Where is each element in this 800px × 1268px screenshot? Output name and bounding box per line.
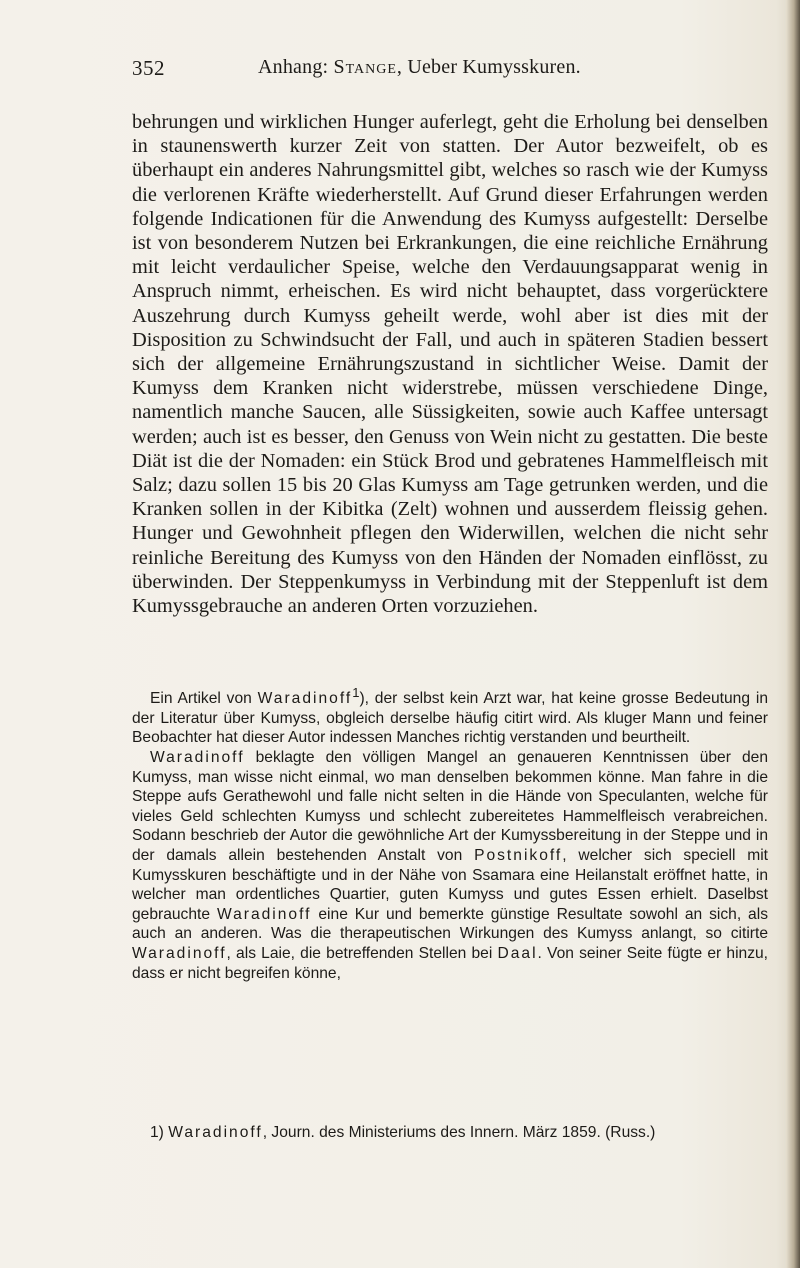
small-paragraph-1-before: Ein Artikel von	[150, 690, 258, 708]
small-paragraph-2-text-1: beklagte den völligen Mangel an genaueren Kenntnissen über den Kumyss, man wisse nicht einmal, wo man denselben bekommen könne. Man fahre in die Steppe aufs Gerathewohl und falle nicht selten in die Hände von Speculanten, welche für vieles Geld schlechten Kumyss und schlecht zubereitetes Hammelfleisch verabreichen. Sodann beschrieb der Autor die gewöhnliche Art der Kumyssbereitung in der Steppe und in der damals allein bestehenden Anstalt von	[132, 748, 768, 864]
author-name-daal: Daal	[497, 944, 538, 962]
running-title-prefix: Anhang:	[258, 56, 334, 78]
running-title	[258, 56, 581, 79]
footnote-marker: 1)	[150, 1124, 164, 1141]
running-title-suffix: , Ueber Kumysskuren.	[396, 56, 581, 78]
small-paragraph-2-text-3: eine Kur und bemerkte günstige Resultate sowohl an sich, als auch an anderen. Was die therapeutischen Wirkungen des Kumyss anlangt, so citirte	[132, 905, 768, 943]
small-paragraph-2-text-2: , welcher sich speciell mit Kumysskuren beschäftigte und in der Nähe von Ssamara eine Heilanstalt eröffnet hatte, in welcher man ordentliches Quartier, guten Kumyss und gutes Essen erhielt. Daselbst gebrauchte	[132, 846, 768, 923]
footnote-text: , Journ. des Ministeriums des Innern. März 1859. (Russ.)	[262, 1124, 656, 1141]
small-paragraph-2-text-4: , als Laie, die betreffenden Stellen bei	[226, 944, 498, 962]
page-gutter-shadow	[786, 0, 800, 1268]
author-name-waradinoff: Waradinoff	[132, 944, 227, 962]
footnote-author-name: Waradinoff	[168, 1124, 263, 1141]
footnote-reference: 1	[352, 685, 360, 700]
page-number: 352	[132, 56, 165, 80]
author-name-waradinoff: Waradinoff	[257, 690, 353, 708]
small-paragraph-1-after: ), der selbst kein Arzt war, hat keine grosse Bedeutung in der Literatur über Kumyss, obgleich derselbe häufig citirt wird. Als kluger Mann und feiner Beobachter hat dieser Autor indessen Manches richtig verstanden und beurtheilt.	[132, 690, 768, 747]
author-name-waradinoff: Waradinoff	[150, 748, 245, 766]
small-print-block	[132, 683, 768, 983]
small-paragraph-2-text-5: . Von seiner Seite fügte er hinzu, dass er nicht begreifen könne,	[132, 944, 769, 982]
running-title-author: Stange	[333, 56, 397, 78]
author-name-waradinoff: Waradinoff	[216, 905, 312, 923]
small-paragraph-1	[132, 683, 768, 748]
page-header	[132, 56, 772, 84]
small-paragraph-2	[132, 748, 768, 983]
main-paragraph: behrungen und wirklichen Hunger auferlegt, geht die Erholung bei denselben in staunenswerth kurzer Zeit von statten. Der Autor bezweifelt, ob es überhaupt ein anderes Nahrungsmittel gibt, welches so rasch wie der Kumyss die verlorenen Kräfte wiederherstellt. Auf Grund dieser Erfahrungen werden folgende Indicationen für die Anwendung des Kumyss aufgestellt: Derselbe ist von besonderem Nutzen bei Erkrankungen, die eine reichliche Ernährung mit leicht verdaulicher Speise, welche den Verdauungsapparat wenig in Anspruch nimmt, erheischen. Es wird nicht behauptet, dass vorgerücktere Auszehrung durch Kumyss geheilt werde, wohl aber ist dies mit der Disposition zu Schwindsucht der Fall, und auch in späteren Stadien bessert sich der allgemeine Ernährungszustand in sichtlicher Weise. Damit der Kumyss dem Kranken nicht widerstrebe, müssen verschiedene Dinge, namentlich manche Saucen, alle Süssigkeiten, sowie auch Kaffee untersagt werden; auch ist es besser, den Genuss von Wein nicht zu gestatten. Die beste Diät ist die der Nomaden: ein Stück Brod und gebratenes Hammelfleisch mit Salz; dazu sollen 15 bis 20 Glas Kumyss am Tage getrunken werden, und die Kranken sollen in der Kibitka (Zelt) wohnen und ausserdem fleissig gehen. Hunger und Gewohnheit pflegen den Widerwillen, welchen die nicht sehr reinliche Bereitung des Kumyss von den Händen der Nomaden einflösst, zu überwinden. Der Steppenkumyss in Verbindung mit der Steppenluft ist dem Kumyssgebrauche an anderen Orten vorzuziehen.	[132, 111, 768, 618]
footnote	[132, 1123, 768, 1143]
author-name-postnikoff: Postnikoff	[474, 846, 563, 864]
main-text-block	[132, 110, 768, 618]
